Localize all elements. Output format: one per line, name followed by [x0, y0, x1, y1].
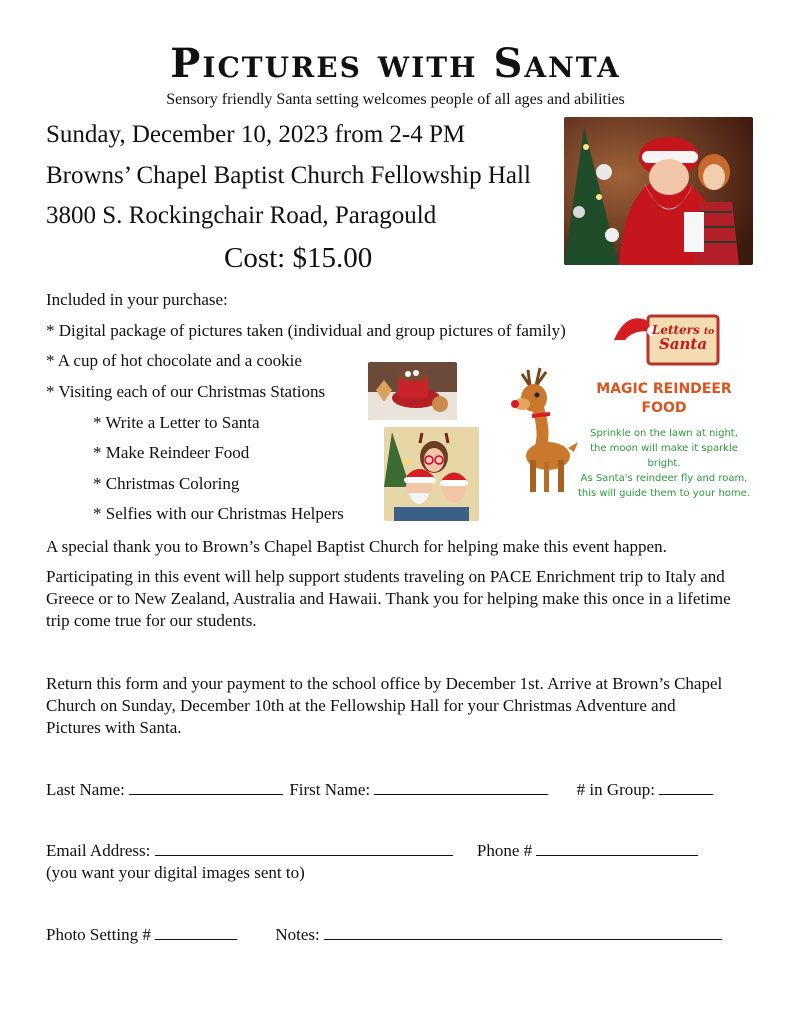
photo-notes-row: [46, 925, 746, 943]
letters-sign-line1: Letters: [651, 323, 700, 337]
reindeer-poem-line: As Santa's reindeer fly and roam,: [580, 473, 748, 484]
page-subtitle: Sensory friendly Santa setting welcomes people of all ages and abilities: [166, 91, 625, 108]
event-venue: Browns’ Chapel Baptist Church Fellowship Hall: [46, 162, 531, 189]
reindeer-icon: [500, 364, 582, 496]
included-heading: Included in your purchase:: [46, 290, 228, 309]
letters-sign-line3: Santa: [658, 335, 708, 353]
reindeer-poem-line: the moon will make it sparkle bright.: [590, 443, 738, 469]
included-item: * Digital package of pictures taken (individual and group pictures of family): [46, 321, 566, 340]
group-label: # in Group:: [576, 780, 655, 799]
name-row: [46, 780, 746, 798]
selfie-photo: [384, 427, 479, 521]
letters-sign-line2: to: [703, 327, 715, 337]
group-count-field[interactable]: [659, 780, 713, 795]
photo-setting-field[interactable]: [155, 925, 237, 940]
reindeer-poem-line: this will guide them to your home.: [577, 488, 750, 499]
phone-field[interactable]: [536, 841, 698, 856]
last-name-field[interactable]: [129, 780, 283, 795]
notes-label: Notes:: [275, 925, 320, 944]
santa-photo: [564, 117, 753, 265]
station-item: * Make Reindeer Food: [93, 443, 250, 462]
first-name-field[interactable]: [374, 780, 548, 795]
notes-field[interactable]: [324, 925, 722, 940]
page-title: Pictures with Santa: [170, 40, 621, 87]
reindeer-title-line1: MAGIC REINDEER: [596, 381, 732, 397]
email-label: Email Address:: [46, 841, 151, 860]
email-field[interactable]: [155, 841, 453, 856]
reindeer-title-line2: FOOD: [641, 400, 687, 416]
station-item: * Christmas Coloring: [93, 474, 240, 493]
last-name-label: Last Name:: [46, 780, 125, 799]
event-cost: Cost: $15.00: [224, 242, 373, 274]
email-note: (you want your digital images sent to): [46, 863, 305, 882]
event-address: 3800 S. Rockingchair Road, Paragould: [46, 202, 437, 229]
support-paragraph: Participating in this event will help support students traveling on PACE Enrichment trip to Italy and Greece or to New Zealand, Australia and Hawaii. Thank you for helping make this once in a lifetime trip come true for our students.: [46, 567, 731, 630]
magic-reindeer-food-image: [500, 364, 750, 499]
return-paragraph: Return this form and your payment to the school office by December 1st. Arrive at Brown’s Chapel Church on Sunday, December 10th at the Fellowship Hall for your Christmas Adventure and Pictures with Santa.: [46, 674, 723, 737]
first-name-label: First Name:: [289, 780, 371, 799]
photo-setting-label: Photo Setting #: [46, 925, 151, 944]
included-item: * Visiting each of our Christmas Stations: [46, 382, 326, 401]
reindeer-poem-line: Sprinkle on the lawn at night,: [590, 428, 738, 439]
included-item: * A cup of hot chocolate and a cookie: [46, 351, 302, 370]
station-item: * Selfies with our Christmas Helpers: [93, 504, 344, 523]
phone-label: Phone #: [476, 841, 533, 860]
thank-you-paragraph: A special thank you to Brown’s Chapel Baptist Church for helping make this event happen.: [46, 537, 667, 556]
contact-row: [46, 841, 746, 859]
letters-to-santa-image: [612, 310, 722, 372]
event-date-time: Sunday, December 10, 2023 from 2-4 PM: [46, 121, 466, 148]
hot-chocolate-photo: [368, 362, 457, 420]
station-item: * Write a Letter to Santa: [93, 413, 260, 432]
